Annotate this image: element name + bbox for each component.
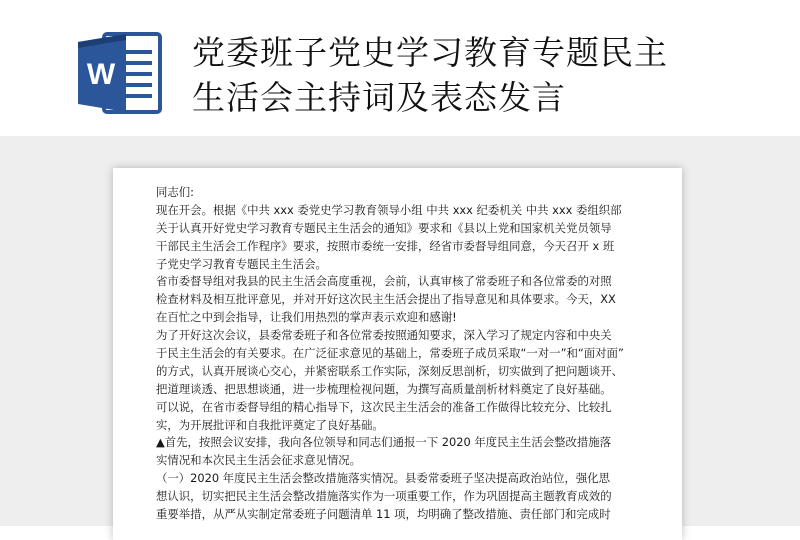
doc-line: 把道理谈透、把思想谈通，进一步梳理检视问题，为撰写高质量剖析材料奠定了良好基础。 bbox=[156, 381, 612, 396]
doc-line: 可以说，在省市委督导组的精心指导下，这次民主生活会的准备工作做得比较充分、比较扎 bbox=[156, 399, 612, 414]
doc-line: ▲首先，按照会议安排，我向各位领导和同志们通报一下 2020 年度民主生活会整改措施落 bbox=[156, 435, 612, 450]
doc-line: 于民主生活会的有关要求。在广泛征求意见的基础上，常委班子成员采取“一对一”和“面对面” bbox=[156, 346, 624, 361]
word-document-icon bbox=[74, 30, 166, 116]
doc-line: 检查材料及相互批评意见，并对开好这次民主生活会提出了指导意见和具体要求。今天，XX bbox=[156, 292, 616, 307]
doc-line: 为了开好这次会议，县委常委班子和各位常委按照通知要求，深入学习了规定内容和中央关 bbox=[156, 328, 612, 343]
title-line-1: 党委班子党史学习教育专题民主 bbox=[192, 33, 668, 72]
doc-line: （一）2020 年度民主生活会整改措施落实情况。县委常委班子坚决提高政治站位，强化思 bbox=[156, 471, 611, 486]
doc-line: 省市委督导组对我县的民主生活会高度重视，会前，认真审核了常委班子和各位常委的对照 bbox=[156, 274, 612, 289]
title-line-2: 生活会主持词及表态发言 bbox=[192, 78, 566, 117]
doc-line: 现在开会。根据《中共 xxx 委党史学习教育领导小组 中共 xxx 纪委机关 中共 xxx 委组织部 bbox=[156, 202, 622, 217]
doc-line: 重要举措，从严从实制定常委班子问题清单 11 项，均明确了整改措施、责任部门和完成时 bbox=[156, 507, 611, 522]
doc-line: 想认识，切实把民主生活会整改措施落实作为一项重要工作，作为巩固提高主题教育成效的 bbox=[156, 489, 612, 504]
doc-line: 实情况和本次民主生活会征求意见情况。 bbox=[156, 453, 362, 468]
doc-line: 同志们: bbox=[156, 185, 195, 199]
doc-line: 实，为开展批评和自我批评奠定了良好基础。 bbox=[156, 417, 384, 432]
document-page bbox=[113, 168, 682, 540]
doc-line: 在百忙之中到会指导，让我们用热烈的掌声表示欢迎和感谢! bbox=[156, 310, 457, 325]
document-title bbox=[192, 30, 782, 120]
doc-line: 关于认真开好党史学习教育专题民主生活会的通知》要求和《县以上党和国家机关党员领导 bbox=[156, 220, 612, 235]
doc-line: 干部民主生活会工作程序》要求，按照市委统一安排，经省市委督导组同意，今天召开 x 班 bbox=[156, 238, 615, 253]
document-body bbox=[156, 184, 661, 524]
doc-line: 子党史学习教育专题民主生活会。 bbox=[156, 256, 327, 271]
word-logo-letter: W bbox=[86, 58, 116, 91]
doc-line: 的方式，认真开展谈心交心，并紧密联系工作实际，深刻反思剖析，切实做到了把问题谈开、 bbox=[156, 363, 624, 378]
